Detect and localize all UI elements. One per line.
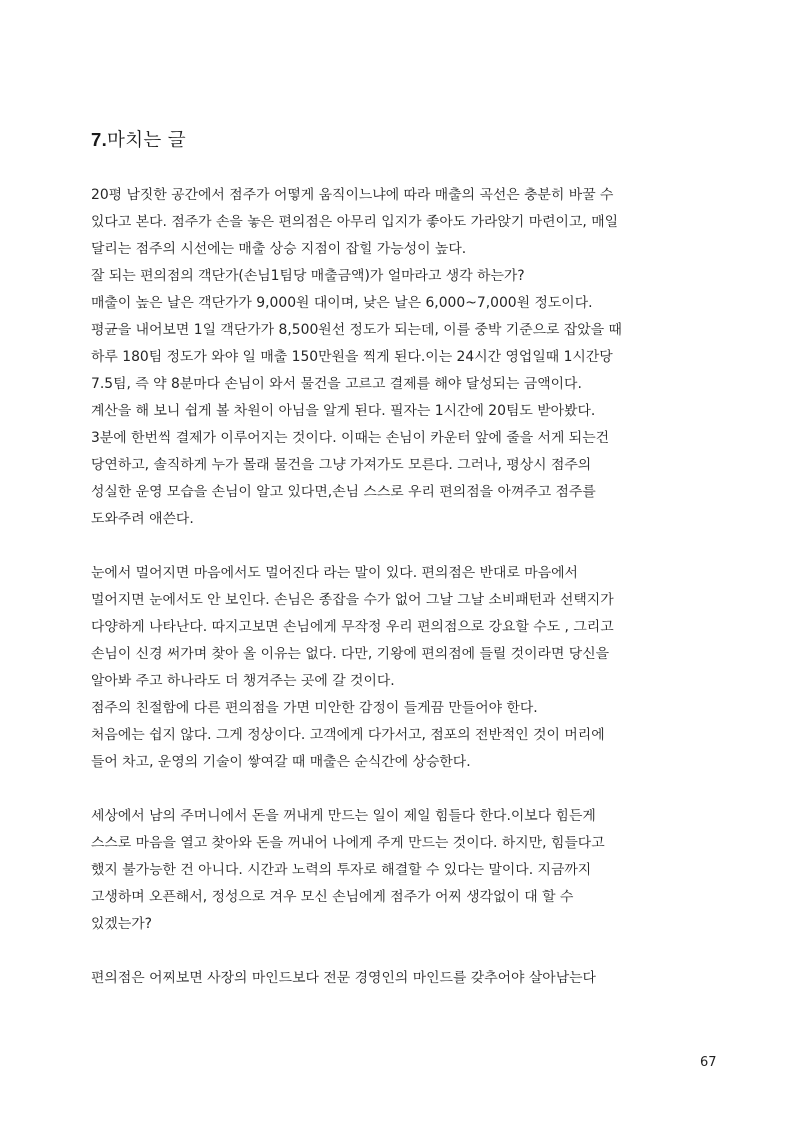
paragraph <box>91 965 731 992</box>
text-line: 처음에는 쉽지 않다. 그게 정상이다. 고객에게 다가서고, 점포의 전반적인 것이 머리에 <box>91 727 605 743</box>
paragraph-spacer <box>91 533 731 560</box>
body-text <box>91 182 731 992</box>
section-number: 7. <box>91 129 108 150</box>
text-line: 점주의 친절함에 다른 편의점을 가면 미안한 감정이 들게끔 만들어야 한다. <box>91 700 538 716</box>
text-line: 하루 180팀 정도가 와야 일 매출 150만원을 찍게 된다.이는 24시간 영업일때 1시간당 <box>91 349 613 365</box>
text-line: 도와주려 애쓴다. <box>91 511 194 527</box>
text-line: 스스로 마음을 열고 찾아와 돈을 꺼내어 나에게 주게 만드는 것이다. 하지만, 힘들다고 <box>91 835 605 851</box>
text-line: 3분에 한번씩 결제가 이루어지는 것이다. 이때는 손님이 카운터 앞에 줄을 서게 되는건 <box>91 430 610 446</box>
text-line: 7.5팀, 즉 약 8분마다 손님이 와서 물건을 고르고 결제를 해야 달성되는 금액이다. <box>91 376 582 392</box>
text-line: 있다고 본다. 점주가 손을 놓은 편의점은 아무리 입지가 좋아도 가라앉기 마련이고, 매일 <box>91 214 619 230</box>
text-line: 편의점은 어찌보면 사장의 마인드보다 전문 경영인의 마인드를 갖추어야 살아남는다 <box>91 970 596 986</box>
text-line: 세상에서 남의 주머니에서 돈을 꺼내게 만드는 일이 제일 힘들다 한다.이보다 힘든게 <box>91 808 596 824</box>
page-number: 67 <box>700 1055 717 1070</box>
text-line: 했지 불가능한 건 아니다. 시간과 노력의 투자로 해결할 수 있다는 말이다. 지금까지 <box>91 862 592 878</box>
text-line: 손님이 신경 써가며 찾아 올 이유는 없다. 다만, 기왕에 편의점에 들릴 것이라면 당신을 <box>91 646 610 662</box>
text-line: 있겠는가? <box>91 916 153 932</box>
text-line: 다양하게 나타난다. 따지고보면 손님에게 무작정 우리 편의점으로 강요할 수도 , 그리고 <box>91 619 614 635</box>
text-line: 계산을 해 보니 쉽게 볼 차원이 아님을 알게 된다. 필자는 1시간에 20팀도 받아봤다. <box>91 403 596 419</box>
text-line: 성실한 운영 모습을 손님이 알고 있다면,손님 스스로 우리 편의점을 아껴주고 점주를 <box>91 484 596 500</box>
paragraph-spacer <box>91 938 731 965</box>
text-line: 알아봐 주고 하나라도 더 챙겨주는 곳에 갈 것이다. <box>91 673 395 689</box>
section-title: 마치는 글 <box>107 130 186 151</box>
text-line: 20평 남짓한 공간에서 점주가 어떻게 움직이느냐에 따라 매출의 곡선은 충분히 바꿀 수 <box>91 187 614 203</box>
paragraph-spacer <box>91 776 731 803</box>
text-line: 당연하고, 솔직하게 누가 몰래 물건을 그냥 가져가도 모른다. 그러나, 평상시 점주의 <box>91 457 592 473</box>
text-line: 들어 차고, 운영의 기술이 쌓여갈 때 매출은 순식간에 상승한다. <box>91 754 471 770</box>
text-line: 달리는 점주의 시선에는 매출 상승 지점이 잡힐 가능성이 높다. <box>91 241 467 257</box>
text-line: 눈에서 멀어지면 마음에서도 멀어진다 라는 말이 있다. 편의점은 반대로 마음에서 <box>91 565 578 581</box>
text-line: 잘 되는 편의점의 객단가(손님1팀당 매출금액)가 얼마라고 생각 하는가? <box>91 268 525 284</box>
text-line: 평균을 내어보면 1일 객단가가 8,500원선 정도가 되는데, 이를 중박 기준으로 잡았을 때 <box>91 322 622 338</box>
text-line: 멀어지면 눈에서도 안 보인다. 손님은 종잡을 수가 없어 그날 그날 소비패턴과 선택지가 <box>91 592 614 608</box>
text-line: 고생하며 오픈해서, 정성으로 겨우 모신 손님에게 점주가 어찌 생각없이 대 할 수 <box>91 889 574 905</box>
paragraph <box>91 803 731 938</box>
section-heading <box>91 126 186 152</box>
text-line: 매출이 높은 날은 객단가가 9,000원 대이며, 낮은 날은 6,000~7,000원 정도이다. <box>91 295 593 311</box>
paragraph <box>91 182 731 533</box>
paragraph <box>91 560 731 776</box>
